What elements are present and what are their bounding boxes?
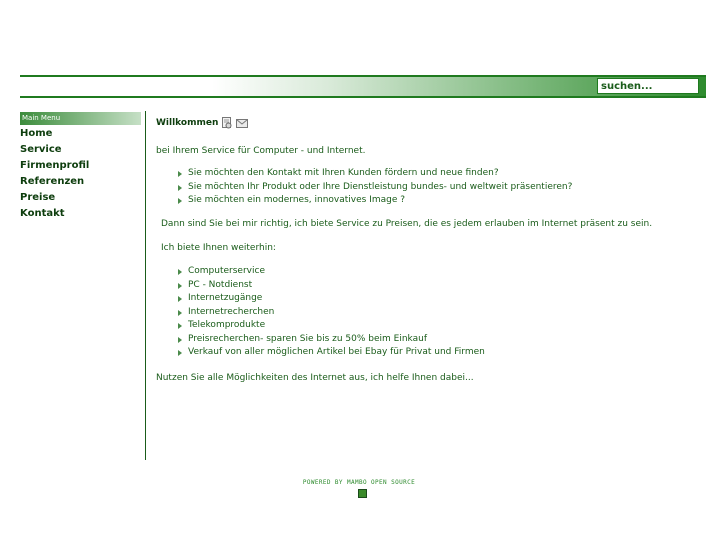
services-intro: Ich biete Ihnen weiterhin:: [161, 243, 276, 253]
main-menu: [20, 126, 89, 222]
list-item: Sie möchten den Kontakt mit Ihren Kunden fördern und neue finden?: [178, 167, 572, 181]
list-item: Telekomprodukte: [178, 319, 485, 333]
page-title: Willkommen: [156, 118, 219, 128]
list-item: Sie möchten Ihr Produkt oder Ihre Dienstleistung bundes- und weltweit präsentieren?: [178, 181, 572, 195]
menu-item-preise[interactable]: Preise: [20, 192, 56, 203]
header-bottom-line: [20, 96, 706, 98]
powered-by-text[interactable]: POWERED BY MAMBO OPEN SOURCE: [302, 479, 416, 486]
menu-item-firmenprofil[interactable]: Firmenprofil: [20, 160, 90, 171]
main-menu-heading: Main Menu: [20, 112, 141, 125]
main-content: [156, 116, 716, 383]
list-item: Internetrecherchen: [178, 306, 485, 320]
list-item: Verkauf von aller möglichen Artikel bei Ebay für Privat und Firmen: [178, 346, 485, 360]
list-item: Internetzugänge: [178, 292, 485, 306]
pdf-icon[interactable]: [221, 117, 233, 129]
email-icon[interactable]: [236, 117, 248, 129]
menu-item-home[interactable]: Home: [20, 128, 53, 139]
mambo-logo-icon[interactable]: [358, 489, 367, 498]
list-item: PC - Notdienst: [178, 279, 485, 293]
intro-text: bei Ihrem Service für Computer - und Internet.: [156, 146, 366, 156]
menu-item-service[interactable]: Service: [20, 144, 62, 155]
search-input[interactable]: [597, 78, 699, 94]
page-title-row: [156, 116, 716, 130]
sidebar-divider: [145, 111, 146, 460]
menu-item-kontakt[interactable]: Kontakt: [20, 208, 65, 219]
menu-item-referenzen[interactable]: Referenzen: [20, 176, 85, 187]
list-item: Sie möchten ein modernes, innovatives Image ?: [178, 194, 572, 208]
offer-text: Dann sind Sie bei mir richtig, ich biete Service zu Preisen, die es jedem erlauben im Internet präsent zu sein.: [161, 219, 653, 229]
benefits-list: [178, 167, 572, 208]
services-list: [178, 265, 485, 360]
closing-text: Nutzen Sie alle Möglichkeiten des Internet aus, ich helfe Ihnen dabei...: [156, 373, 474, 383]
list-item: Preisrecherchen- sparen Sie bis zu 50% beim Einkauf: [178, 333, 485, 347]
list-item: Computerservice: [178, 265, 485, 279]
